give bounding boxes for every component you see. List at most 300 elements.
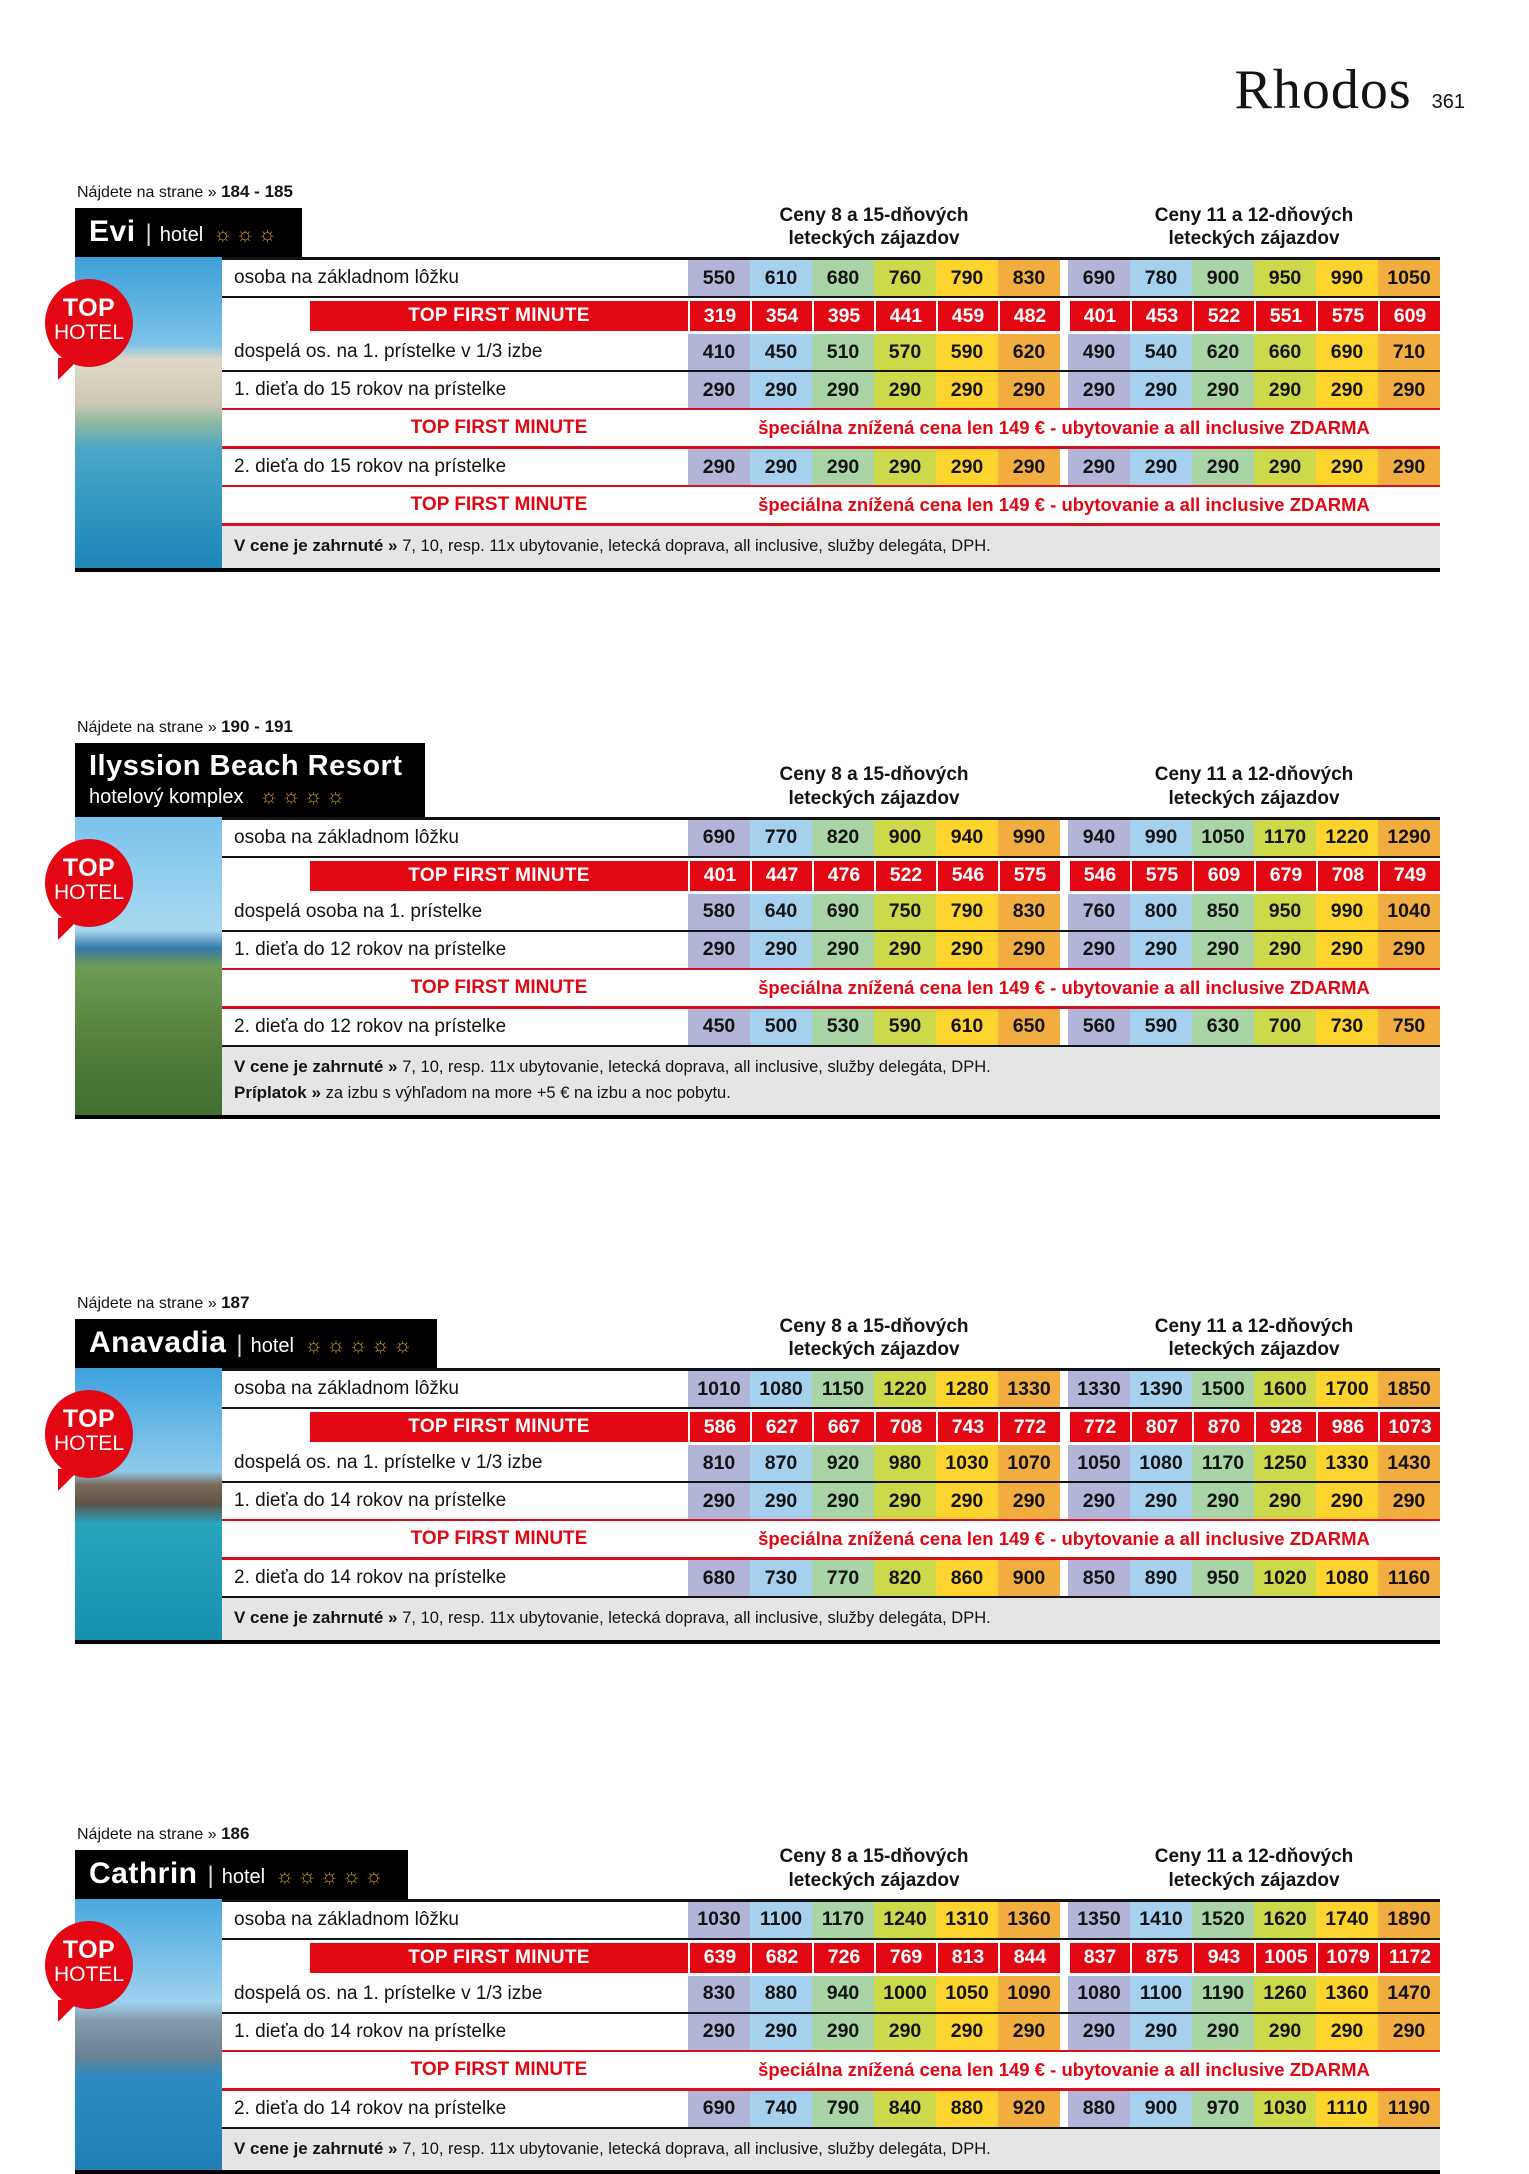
tfm-price-cell: 575 [1130,861,1192,891]
price-cell: 810 [688,1445,750,1481]
table-row [222,820,1440,858]
price-cell: 290 [688,932,750,968]
top-first-minute-row [222,858,1440,894]
tfm-price-cell: 870 [1192,1412,1254,1442]
tfm-price-cell: 928 [1254,1412,1316,1442]
price-cell: 290 [874,372,936,408]
row-label: osoba na základnom lôžku [222,1371,688,1407]
table-footnote [222,1598,1440,1640]
tfm-price-cell: 813 [936,1943,998,1973]
price-cell: 1160 [1378,1560,1440,1596]
section-body [53,1899,1440,2174]
tfm-price-cell: 627 [750,1412,812,1442]
price-cell: 290 [1378,2014,1440,2050]
tfm-price-cell: 609 [1378,301,1440,331]
price-cell: 870 [750,1445,812,1481]
tfm-price-cell: 726 [812,1943,874,1973]
hotel-name: Evi [89,215,136,248]
price-cell: 290 [998,2014,1060,2050]
hotel-name: Ilyssion Beach Resort [89,749,403,782]
price-cell: 290 [688,2014,750,2050]
tfm-price-cell: 575 [1316,301,1378,331]
tfm-special-label: TOP FIRST MINUTE [410,976,588,998]
footnote-text: 7, 10, resp. 11x ubytovanie, letecká doprava, all inclusive, služby delegáta, DPH. [402,1057,991,1076]
price-cell: 290 [750,449,812,485]
top-hotel-badge-line1: TOP [62,1935,116,1964]
price-cell: 290 [812,449,874,485]
tfm-special-row [222,410,1440,449]
hotel-type-label: hotel [159,224,204,246]
price-group-header-line: Ceny 8 a 15-dňových [779,204,969,226]
tfm-label: TOP FIRST MINUTE [310,301,688,331]
price-group-header-line: Ceny 11 a 12-dňových [1154,1846,1354,1868]
table-footnote [222,526,1440,568]
price-cell: 640 [750,894,812,930]
price-cell: 940 [812,1976,874,2012]
price-cell: 1050 [1378,260,1440,296]
footnote-line [234,1054,1440,1081]
price-group-header-line: leteckých zájazdov [788,1339,960,1361]
price-cell: 690 [812,894,874,930]
tfm-price-cell: 639 [688,1943,750,1973]
price-cell: 580 [688,894,750,930]
price-cell: 1030 [1254,2091,1316,2127]
price-cell: 290 [1130,1483,1192,1519]
footnote-bold-label: V cene je zahrnuté » [234,1056,403,1076]
row-label: 2. dieťa do 15 rokov na prístelke [222,449,688,485]
price-group-header-line: leteckých zájazdov [788,788,960,810]
hotel-section-evi [53,182,1467,572]
price-cell: 290 [936,1483,998,1519]
tfm-price-cell: 482 [998,301,1060,331]
row-label: 2. dieťa do 14 rokov na prístelke [222,2091,688,2127]
page-reference-pages: 186 [221,1823,250,1843]
tfm-price-cell: 769 [874,1943,936,1973]
price-cell: 290 [1316,2014,1378,2050]
star-icons: ☼☼☼ [213,223,280,246]
price-cell: 880 [750,1976,812,2012]
tfm-price-cell: 522 [1192,301,1254,331]
page-reference [77,1293,1467,1313]
price-table [222,257,1440,568]
top-hotel-badge-line1: TOP [62,1405,116,1434]
page-reference [77,717,1467,737]
price-cell: 290 [1316,932,1378,968]
price-cell: 290 [1130,449,1192,485]
price-cell: 1310 [936,1902,998,1938]
price-cell: 290 [750,2014,812,2050]
price-cell: 790 [936,260,998,296]
price-cell: 1150 [812,1371,874,1407]
price-cell: 770 [812,1560,874,1596]
price-cell: 880 [936,2091,998,2127]
price-cell: 290 [1254,449,1316,485]
price-cell: 620 [1192,334,1254,370]
row-label: dospelá os. na 1. prístelke v 1/3 izbe [222,1976,688,2012]
price-cell: 290 [936,372,998,408]
top-hotel-badge [45,1921,133,2009]
price-cell: 750 [1378,1009,1440,1045]
price-cell: 1080 [1316,1560,1378,1596]
price-cell: 610 [936,1009,998,1045]
tfm-special-row [222,2052,1440,2091]
row-label: dospelá osoba na 1. prístelke [222,894,688,930]
price-cell: 980 [874,1445,936,1481]
price-cell: 1110 [1316,2091,1378,2127]
tfm-price-cell: 476 [812,861,874,891]
tfm-special-label: TOP FIRST MINUTE [410,494,588,515]
price-cell: 290 [1192,932,1254,968]
price-group-header-line: Ceny 8 a 15-dňových [779,1846,969,1868]
price-cell: 1220 [874,1371,936,1407]
top-hotel-badge [45,1390,133,1478]
table-row [222,1371,1440,1409]
price-cell: 290 [812,2014,874,2050]
page-reference [77,182,1467,202]
row-label: 1. dieťa do 15 rokov na prístelke [222,372,688,408]
price-cell: 550 [688,260,750,296]
price-cell: 990 [1130,820,1192,856]
price-group-header-g2 [1068,763,1440,811]
price-group-header-line: Ceny 11 a 12-dňových [1154,1315,1354,1337]
name-divider: | [207,1861,214,1889]
price-group-header-g1 [688,763,1060,811]
footnote-line [234,533,1440,560]
top-hotel-badge-line2: HOTEL [53,880,124,904]
price-group-header-line: leteckých zájazdov [1168,1869,1340,1891]
row-label: osoba na základnom lôžku [222,820,688,856]
table-row [222,1009,1440,1047]
page-reference-pages: 190 - 191 [221,716,293,736]
top-first-minute-row [222,1940,1440,1976]
price-cell: 290 [1130,372,1192,408]
price-cell: 780 [1130,260,1192,296]
price-cell: 1330 [1316,1445,1378,1481]
price-cell: 1500 [1192,1371,1254,1407]
tfm-notch [222,861,310,891]
price-cell: 290 [936,932,998,968]
section-body [53,257,1440,572]
price-group-header-line: Ceny 8 a 15-dňových [779,764,969,786]
price-cell: 1080 [750,1371,812,1407]
page-title: Rhodos [1234,59,1412,121]
price-cell: 1030 [936,1445,998,1481]
page-header [1234,58,1465,122]
price-cell: 290 [936,2014,998,2050]
tfm-special-offer-text: špeciálna znížená cena len 149 € - ubytovanie a all inclusive ZDARMA [758,2058,1370,2080]
hotel-type-label: hotel [221,1865,266,1888]
price-cell: 290 [1378,1483,1440,1519]
price-cell: 290 [750,372,812,408]
price-cell: 610 [750,260,812,296]
tfm-price-cell: 772 [1068,1412,1130,1442]
price-cell: 970 [1192,2091,1254,2127]
price-table [222,1368,1440,1640]
row-label: osoba na základnom lôžku [222,260,688,296]
price-cell: 1100 [750,1902,812,1938]
hotel-photo [53,1899,222,2171]
price-cell: 290 [750,932,812,968]
table-footnote [222,2129,1440,2171]
price-cell: 290 [1254,2014,1316,2050]
price-cell: 890 [1130,1560,1192,1596]
price-cell: 290 [998,372,1060,408]
price-cell: 290 [688,372,750,408]
row-label: 1. dieťa do 14 rokov na prístelke [222,2014,688,2050]
table-row [222,2014,1440,2052]
tfm-price-cell: 682 [750,1943,812,1973]
price-cell: 290 [874,932,936,968]
price-cell: 990 [1316,260,1378,296]
page-reference [77,1824,1467,1844]
price-cell: 290 [874,2014,936,2050]
price-cell: 290 [688,1483,750,1519]
price-cell: 1170 [1254,820,1316,856]
price-cell: 830 [998,260,1060,296]
section-body [53,1368,1440,1644]
price-cell: 1740 [1316,1902,1378,1938]
price-cell: 1260 [1254,1976,1316,2012]
row-label: 1. dieťa do 14 rokov na prístelke [222,1483,688,1519]
table-row [222,334,1440,372]
price-cell: 290 [1254,932,1316,968]
price-cell: 690 [1068,260,1130,296]
price-group-header-g1 [688,1845,1060,1893]
price-cell: 590 [874,1009,936,1045]
top-hotel-badge [45,839,133,927]
top-hotel-badge-line1: TOP [62,294,116,322]
hotel-type-label: hotel [250,1335,294,1358]
table-row [222,1483,1440,1521]
price-cell: 290 [1378,372,1440,408]
table-row [222,1560,1440,1598]
row-label: 1. dieťa do 12 rokov na prístelke [222,932,688,968]
price-cell: 290 [998,932,1060,968]
footnote-text: 7, 10, resp. 11x ubytovanie, letecká doprava, all inclusive, služby delegáta, DPH. [402,1609,991,1628]
price-cell: 650 [998,1009,1060,1045]
price-cell: 770 [750,820,812,856]
tfm-special-offer-text: špeciálna znížená cena len 149 € - ubytovanie a all inclusive ZDARMA [758,976,1370,998]
price-group-header-line: leteckých zájazdov [1168,788,1340,810]
price-cell: 900 [998,1560,1060,1596]
hotel-name: Anavadia [89,1326,227,1360]
price-cell: 290 [1068,2014,1130,2050]
price-cell: 940 [1068,820,1130,856]
footnote-bold-label: V cene je zahrnuté » [234,1608,403,1628]
price-cell: 1050 [936,1976,998,2012]
price-cell: 1040 [1378,894,1440,930]
hotel-section-anavadia [53,1293,1467,1644]
section-body [53,817,1440,1119]
price-cell: 1620 [1254,1902,1316,1938]
price-cell: 1350 [1068,1902,1130,1938]
price-cell: 290 [1068,449,1130,485]
price-cell: 840 [874,2091,936,2127]
price-table [222,817,1440,1115]
page-reference-label: Nájdete na strane » [77,1825,222,1843]
price-cell: 290 [1316,449,1378,485]
price-group-header-line: Ceny 11 a 12-dňových [1154,204,1354,226]
table-row [222,2091,1440,2129]
price-cell: 290 [1378,449,1440,485]
tfm-label: TOP FIRST MINUTE [310,861,688,891]
tfm-price-cell: 679 [1254,861,1316,891]
price-cell: 850 [1192,894,1254,930]
price-cell: 850 [1068,1560,1130,1596]
tfm-price-cell: 546 [1068,861,1130,891]
price-cell: 680 [812,260,874,296]
price-cell: 1090 [998,1976,1060,2012]
page-reference-pages: 184 - 185 [221,182,293,201]
price-cell: 730 [1316,1009,1378,1045]
hotel-type-label: hotelový komplex [89,785,250,808]
page-number: 361 [1431,91,1465,113]
price-cell: 920 [998,2091,1060,2127]
tfm-special-row [222,487,1440,526]
price-cell: 290 [812,1483,874,1519]
price-group-header-g1 [688,1315,1060,1363]
price-group-header-g2 [1068,204,1440,252]
tfm-price-cell: 441 [874,301,936,331]
price-cell: 1700 [1316,1371,1378,1407]
price-cell: 500 [750,1009,812,1045]
price-cell: 290 [1068,932,1130,968]
tfm-price-cell: 708 [1316,861,1378,891]
price-table [222,1899,1440,2171]
star-icons: ☼☼☼☼☼ [275,1864,387,1888]
hotel-namebox [75,1850,408,1899]
price-cell: 560 [1068,1009,1130,1045]
price-cell: 290 [1192,2014,1254,2050]
price-cell: 690 [1316,334,1378,370]
tfm-special-label: TOP FIRST MINUTE [410,1528,588,1550]
price-cell: 860 [936,1560,998,1596]
price-cell: 1080 [1068,1976,1130,2012]
price-cell: 950 [1254,260,1316,296]
hotel-namebox [75,208,302,257]
row-label: 2. dieťa do 14 rokov na prístelke [222,1560,688,1596]
price-cell: 1190 [1192,1976,1254,2012]
price-cell: 290 [750,1483,812,1519]
tfm-special-offer-text: špeciálna znížená cena len 149 € - ubytovanie a all inclusive ZDARMA [758,494,1370,515]
price-cell: 290 [1192,372,1254,408]
price-cell: 710 [1378,334,1440,370]
tfm-price-cell: 447 [750,861,812,891]
price-cell: 1850 [1378,1371,1440,1407]
top-hotel-badge-line1: TOP [62,853,116,882]
tfm-price-cell: 401 [688,861,750,891]
top-first-minute-row [222,298,1440,334]
price-cell: 590 [936,334,998,370]
footnote-bold-label: V cene je zahrnuté » [234,536,403,555]
price-cell: 1240 [874,1902,936,1938]
price-group-header-g2 [1068,1315,1440,1363]
price-cell: 730 [750,1560,812,1596]
price-cell: 880 [1068,2091,1130,2127]
price-cell: 540 [1130,334,1192,370]
tfm-price-cell: 1172 [1378,1943,1440,1973]
footnote-bold-label: V cene je zahrnuté » [234,2138,403,2158]
price-cell: 700 [1254,1009,1316,1045]
hotel-namebox [75,1319,437,1368]
tfm-price-cell: 837 [1068,1943,1130,1973]
price-cell: 410 [688,334,750,370]
price-cell: 830 [998,894,1060,930]
price-cell: 1390 [1130,1371,1192,1407]
footnote-line [234,2136,1440,2163]
price-cell: 1070 [998,1445,1060,1481]
price-cell: 820 [812,820,874,856]
top-hotel-badge-line2: HOTEL [53,1432,124,1456]
tfm-special-offer-text: špeciálna znížená cena len 149 € - ubytovanie a all inclusive ZDARMA [758,417,1370,438]
tfm-price-cell: 586 [688,1412,750,1442]
price-cell: 1170 [1192,1445,1254,1481]
tfm-notch [222,301,310,331]
price-cell: 900 [1130,2091,1192,2127]
price-cell: 1890 [1378,1902,1440,1938]
price-cell: 530 [812,1009,874,1045]
price-cell: 820 [874,1560,936,1596]
price-cell: 1600 [1254,1371,1316,1407]
hotel-namebox [75,743,425,817]
page-reference-label: Nájdete na strane » [77,1295,222,1313]
table-row [222,372,1440,410]
price-cell: 290 [936,449,998,485]
tfm-price-cell: 354 [750,301,812,331]
name-divider: | [145,220,152,247]
price-cell: 1170 [812,1902,874,1938]
price-cell: 290 [1378,932,1440,968]
price-cell: 940 [936,820,998,856]
price-group-header-line: leteckých zájazdov [788,1869,960,1891]
price-cell: 1280 [936,1371,998,1407]
price-cell: 290 [1192,1483,1254,1519]
price-cell: 790 [936,894,998,930]
price-cell: 290 [1068,372,1130,408]
price-cell: 1190 [1378,2091,1440,2127]
price-cell: 1050 [1068,1445,1130,1481]
footnote-text: za izbu s výhľadom na more +5 € na izbu a noc pobytu. [325,1084,731,1103]
top-hotel-badge-line2: HOTEL [53,321,124,344]
tfm-price-cell: 772 [998,1412,1060,1442]
price-cell: 740 [750,2091,812,2127]
page-reference-label: Nájdete na strane » [77,184,222,201]
table-row [222,894,1440,932]
price-cell: 510 [812,334,874,370]
price-cell: 290 [1316,372,1378,408]
price-cell: 680 [688,1560,750,1596]
top-hotel-badge-line2: HOTEL [53,1962,124,1986]
price-cell: 1330 [1068,1371,1130,1407]
price-cell: 590 [1130,1009,1192,1045]
price-cell: 1030 [688,1902,750,1938]
table-footnote [222,1047,1440,1115]
price-cell: 950 [1192,1560,1254,1596]
row-label: dospelá os. na 1. prístelke v 1/3 izbe [222,334,688,370]
hotel-photo [53,817,222,1115]
footnote-bold-label: Príplatok » [234,1083,326,1103]
price-cell: 690 [688,820,750,856]
price-cell: 630 [1192,1009,1254,1045]
tfm-price-cell: 319 [688,301,750,331]
tfm-price-cell: 807 [1130,1412,1192,1442]
price-cell: 900 [874,820,936,856]
price-cell: 570 [874,334,936,370]
price-group-header-g2 [1068,1845,1440,1893]
hotel-sections-container [53,182,1467,2174]
hotel-section-ilyssion [53,716,1467,1119]
price-cell: 1470 [1378,1976,1440,2012]
